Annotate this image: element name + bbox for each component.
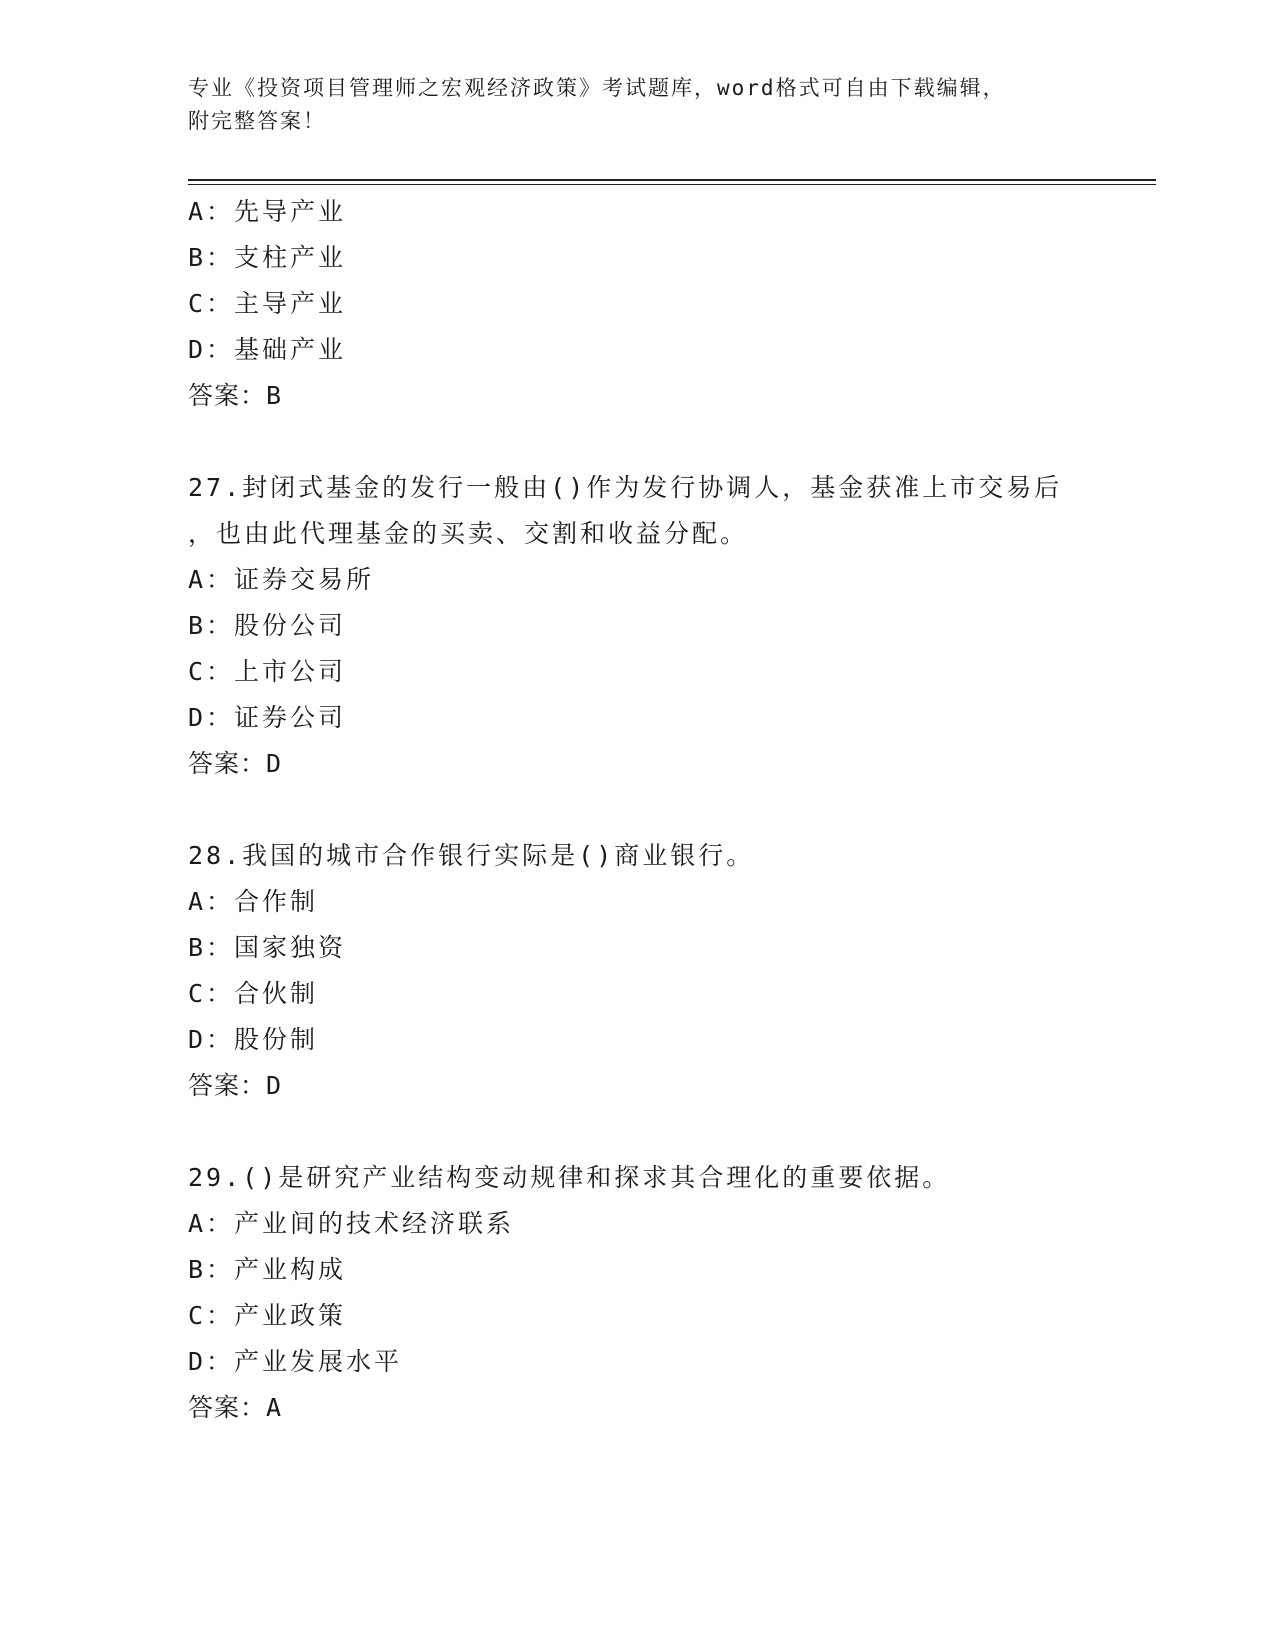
option-a: A：证券交易所 [188, 565, 375, 594]
header-divider-thin [188, 184, 1156, 185]
header-divider-thick [188, 179, 1156, 181]
answer-line [188, 373, 1156, 419]
question-block-27 [188, 465, 1156, 787]
answer-line [188, 1063, 1156, 1109]
question-block-prev [188, 189, 1156, 419]
question-list [188, 189, 1156, 1431]
answer-label: 答案： [188, 381, 267, 410]
option-c: C：主导产业 [188, 289, 347, 318]
question-stem-line-1: 27.封闭式基金的发行一般由()作为发行协调人，基金获准上市交易后 [188, 473, 1063, 502]
answer-line [188, 1385, 1156, 1431]
option-c: C：产业政策 [188, 1301, 347, 1330]
answer-label: 答案： [188, 749, 267, 778]
option-b: B：产业构成 [188, 1255, 347, 1284]
answer-line [188, 741, 1156, 787]
question-block-28 [188, 833, 1156, 1109]
question-stem-line-1: 28.我国的城市合作银行实际是()商业银行。 [188, 841, 755, 870]
option-a: A：先导产业 [188, 197, 347, 226]
header-line-2: 附完整答案！ [188, 109, 326, 133]
answer-value: D [266, 1071, 283, 1100]
answer-value: B [266, 381, 283, 410]
option-c: C：合伙制 [188, 979, 319, 1008]
question-stem-line-2: ，也由此代理基金的买卖、交割和收益分配。 [188, 519, 749, 548]
question-block-29 [188, 1155, 1156, 1431]
answer-label: 答案： [188, 1393, 267, 1422]
option-a: A：合作制 [188, 887, 319, 916]
option-c: C：上市公司 [188, 657, 347, 686]
question-stem-line-1: 29.()是研究产业结构变动规律和探求其合理化的重要依据。 [188, 1163, 951, 1192]
answer-label: 答案： [188, 1071, 267, 1100]
option-d: D：基础产业 [188, 335, 347, 364]
option-d: D：股份制 [188, 1025, 319, 1054]
document-header [188, 72, 1088, 138]
option-b: B：国家独资 [188, 933, 347, 962]
option-d: D：证券公司 [188, 703, 347, 732]
option-a: A：产业间的技术经济联系 [188, 1209, 515, 1238]
header-line-1: 专业《投资项目管理师之宏观经济政策》考试题库，word格式可自由下载编辑， [188, 76, 1006, 100]
answer-value: D [266, 749, 283, 778]
option-d: D：产业发展水平 [188, 1347, 403, 1376]
answer-value: A [266, 1393, 283, 1422]
option-b: B：支柱产业 [188, 243, 347, 272]
option-b: B：股份公司 [188, 611, 347, 640]
